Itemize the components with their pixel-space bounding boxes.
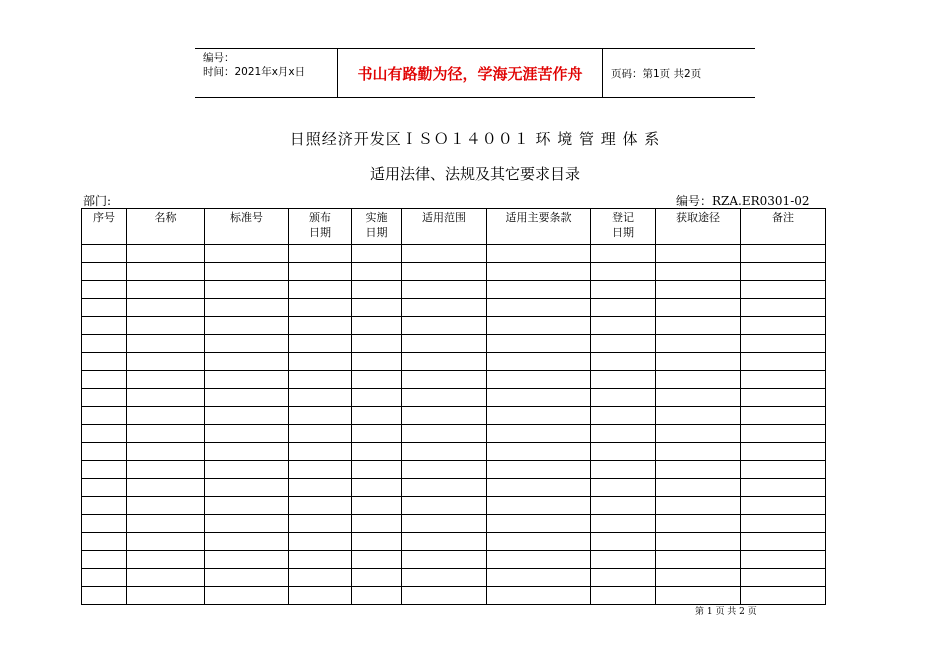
table-cell [487, 425, 591, 443]
table-cell [82, 371, 127, 389]
table-cell [289, 281, 352, 299]
table-cell [487, 281, 591, 299]
table-cell [82, 353, 127, 371]
table-cell [82, 245, 127, 263]
table-cell [127, 587, 205, 605]
table-cell [741, 569, 826, 587]
column-header-issue-date: 颁布 日期 [289, 209, 352, 245]
table-cell [127, 335, 205, 353]
table-cell [591, 443, 656, 461]
table-cell [402, 551, 487, 569]
table-cell [741, 353, 826, 371]
table-cell [656, 515, 741, 533]
table-cell [741, 497, 826, 515]
table-cell [127, 371, 205, 389]
table-row [82, 551, 826, 569]
table-cell [487, 335, 591, 353]
table-cell [289, 299, 352, 317]
table-cell [402, 335, 487, 353]
table-cell [741, 281, 826, 299]
table-cell [402, 371, 487, 389]
table-cell [205, 263, 289, 281]
table-cell [487, 317, 591, 335]
table-cell [741, 479, 826, 497]
table-cell [289, 515, 352, 533]
table-cell [289, 587, 352, 605]
table-cell [591, 245, 656, 263]
table-cell [656, 407, 741, 425]
table-cell [205, 569, 289, 587]
table-cell [656, 551, 741, 569]
table-cell [289, 245, 352, 263]
table-cell [487, 569, 591, 587]
table-cell [289, 461, 352, 479]
table-cell [591, 497, 656, 515]
table-cell [402, 389, 487, 407]
table-cell [487, 497, 591, 515]
table-cell [289, 551, 352, 569]
table-cell [741, 317, 826, 335]
table-cell [656, 425, 741, 443]
table-body [82, 245, 826, 605]
table-cell [402, 317, 487, 335]
table-cell [289, 569, 352, 587]
table-cell [352, 299, 402, 317]
table-cell [127, 299, 205, 317]
table-cell [205, 407, 289, 425]
table-cell [205, 461, 289, 479]
table-cell [591, 353, 656, 371]
table-cell [352, 317, 402, 335]
table-cell [741, 299, 826, 317]
table-cell [289, 425, 352, 443]
column-header-main-clauses: 适用主要条款 [487, 209, 591, 245]
table-row [82, 479, 826, 497]
table-cell [289, 263, 352, 281]
table-cell [205, 317, 289, 335]
table-cell [205, 425, 289, 443]
table-cell [591, 407, 656, 425]
table-row [82, 245, 826, 263]
table-cell [82, 515, 127, 533]
table-cell [127, 479, 205, 497]
table-cell [591, 299, 656, 317]
table-cell [591, 551, 656, 569]
table-cell [205, 551, 289, 569]
table-row [82, 299, 826, 317]
table-cell [402, 245, 487, 263]
page-code: 页码：第1页 共2页 [611, 67, 702, 80]
table-cell [289, 443, 352, 461]
document-title: 日照经济开发区ＩＳＯ１４００１ 环 境 管 理 体 系 [289, 130, 661, 148]
table-cell [82, 281, 127, 299]
table-cell [289, 335, 352, 353]
table-cell [591, 533, 656, 551]
table-cell [205, 587, 289, 605]
table-cell [402, 425, 487, 443]
table-cell [352, 425, 402, 443]
table-cell [352, 407, 402, 425]
table-cell [127, 461, 205, 479]
table-cell [82, 461, 127, 479]
table-cell [402, 497, 487, 515]
table-cell [289, 389, 352, 407]
column-header-index: 序号 [82, 209, 127, 245]
table-cell [289, 371, 352, 389]
table-cell [741, 533, 826, 551]
table-cell [656, 281, 741, 299]
time-label: 时间：2021年x月x日 [203, 66, 306, 78]
table-cell [741, 371, 826, 389]
table-cell [82, 317, 127, 335]
table-cell [741, 245, 826, 263]
table-cell [402, 407, 487, 425]
table-cell [205, 281, 289, 299]
table-cell [352, 569, 402, 587]
table-cell [656, 353, 741, 371]
table-row [82, 587, 826, 605]
table-cell [487, 479, 591, 497]
column-header-source: 获取途径 [656, 209, 741, 245]
table-cell [127, 245, 205, 263]
table-cell [656, 479, 741, 497]
table-cell [82, 497, 127, 515]
table-cell [591, 587, 656, 605]
table-cell [402, 587, 487, 605]
table-cell [591, 281, 656, 299]
table-cell [741, 461, 826, 479]
table-cell [741, 551, 826, 569]
table-row [82, 371, 826, 389]
table-cell [402, 299, 487, 317]
regulation-table [81, 208, 826, 605]
table-cell [127, 533, 205, 551]
table-cell [205, 533, 289, 551]
table-cell [487, 551, 591, 569]
table-cell [591, 317, 656, 335]
table-cell [205, 479, 289, 497]
table-cell [289, 497, 352, 515]
table-cell [127, 263, 205, 281]
header-info-cell [195, 49, 338, 97]
table-cell [591, 569, 656, 587]
table-row [82, 263, 826, 281]
table-cell [289, 533, 352, 551]
table-cell [591, 425, 656, 443]
table-cell [656, 317, 741, 335]
table-cell [82, 587, 127, 605]
table-cell [487, 587, 591, 605]
table-cell [352, 497, 402, 515]
table-cell [82, 407, 127, 425]
table-cell [205, 371, 289, 389]
table-cell [127, 353, 205, 371]
table-cell [352, 551, 402, 569]
table-cell [205, 353, 289, 371]
table-row [82, 443, 826, 461]
page-footer: 第 1 页 共 2 页 [695, 607, 757, 617]
document-subtitle: 适用法律、法规及其它要求目录 [369, 165, 580, 183]
table-cell [352, 479, 402, 497]
table-cell [82, 425, 127, 443]
serial-label: 编号： [203, 52, 235, 64]
table-cell [741, 425, 826, 443]
table-cell [656, 335, 741, 353]
table-cell [741, 389, 826, 407]
table-cell [656, 497, 741, 515]
table-cell [127, 407, 205, 425]
table-cell [402, 533, 487, 551]
table-cell [656, 443, 741, 461]
table-cell [402, 353, 487, 371]
table-cell [591, 371, 656, 389]
table-cell [487, 443, 591, 461]
table-cell [352, 353, 402, 371]
table-cell [402, 263, 487, 281]
table-row [82, 335, 826, 353]
table-cell [487, 371, 591, 389]
table-cell [82, 335, 127, 353]
table-cell [205, 497, 289, 515]
table-cell [656, 371, 741, 389]
table-row [82, 497, 826, 515]
table-cell [402, 569, 487, 587]
table-cell [127, 551, 205, 569]
table-cell [82, 569, 127, 587]
table-cell [352, 263, 402, 281]
table-cell [127, 425, 205, 443]
table-cell [402, 281, 487, 299]
column-header-remarks: 备注 [741, 209, 826, 245]
table-cell [205, 245, 289, 263]
document-code: 编号：RZA.ER0301-02 [676, 194, 810, 208]
table-cell [289, 317, 352, 335]
table-row [82, 425, 826, 443]
table-row [82, 533, 826, 551]
table-cell [352, 515, 402, 533]
table-cell [487, 299, 591, 317]
table-cell [82, 299, 127, 317]
table-cell [289, 479, 352, 497]
table-cell [402, 479, 487, 497]
table-row [82, 353, 826, 371]
table-cell [127, 317, 205, 335]
table-cell [487, 515, 591, 533]
table-cell [487, 533, 591, 551]
table-cell [402, 461, 487, 479]
table-cell [656, 245, 741, 263]
table-cell [205, 443, 289, 461]
table-cell [591, 515, 656, 533]
table-cell [352, 389, 402, 407]
table-cell [205, 335, 289, 353]
table-cell [656, 461, 741, 479]
table-row [82, 569, 826, 587]
table-cell [352, 335, 402, 353]
table-cell [591, 389, 656, 407]
table-cell [487, 461, 591, 479]
table-cell [352, 533, 402, 551]
table-cell [82, 551, 127, 569]
table-cell [656, 389, 741, 407]
table-cell [741, 515, 826, 533]
table-cell [487, 389, 591, 407]
table-cell [352, 443, 402, 461]
column-header-name: 名称 [127, 209, 205, 245]
table-cell [591, 335, 656, 353]
table-cell [656, 299, 741, 317]
table-cell [741, 335, 826, 353]
table-row [82, 389, 826, 407]
table-cell [656, 569, 741, 587]
table-cell [352, 281, 402, 299]
table-cell [402, 443, 487, 461]
column-header-register-date: 登记 日期 [591, 209, 656, 245]
table-header-row [82, 209, 826, 245]
department-label: 部门: [83, 194, 112, 208]
table-cell [82, 263, 127, 281]
table-cell [352, 245, 402, 263]
table-cell [741, 407, 826, 425]
table-cell [352, 371, 402, 389]
table-cell [205, 389, 289, 407]
motto: 书山有路勤为径，学海无涯苦作舟 [338, 49, 603, 97]
table-cell [352, 587, 402, 605]
table-row [82, 317, 826, 335]
table-cell [127, 389, 205, 407]
table-cell [741, 263, 826, 281]
table-cell [127, 443, 205, 461]
table-cell [591, 461, 656, 479]
table-cell [487, 245, 591, 263]
table-cell [289, 353, 352, 371]
table-cell [82, 389, 127, 407]
table-cell [82, 443, 127, 461]
table-cell [82, 533, 127, 551]
table-cell [82, 479, 127, 497]
table-cell [487, 353, 591, 371]
column-header-standard-number: 标准号 [205, 209, 289, 245]
table-cell [741, 587, 826, 605]
table-cell [127, 569, 205, 587]
table-row [82, 461, 826, 479]
table-cell [352, 461, 402, 479]
table-cell [205, 515, 289, 533]
column-header-effective-date: 实施 日期 [352, 209, 402, 245]
table-cell [402, 515, 487, 533]
table-cell [127, 281, 205, 299]
table-cell [591, 263, 656, 281]
table-row [82, 281, 826, 299]
document-header [195, 48, 755, 98]
column-header-scope: 适用范围 [402, 209, 487, 245]
table-cell [289, 407, 352, 425]
table-cell [487, 407, 591, 425]
table-cell [127, 515, 205, 533]
table-cell [591, 479, 656, 497]
table-cell [656, 263, 741, 281]
table-cell [205, 299, 289, 317]
table-cell [656, 533, 741, 551]
table-cell [741, 443, 826, 461]
table-cell [656, 587, 741, 605]
table-row [82, 407, 826, 425]
table-cell [487, 263, 591, 281]
table-cell [127, 497, 205, 515]
table-row [82, 515, 826, 533]
